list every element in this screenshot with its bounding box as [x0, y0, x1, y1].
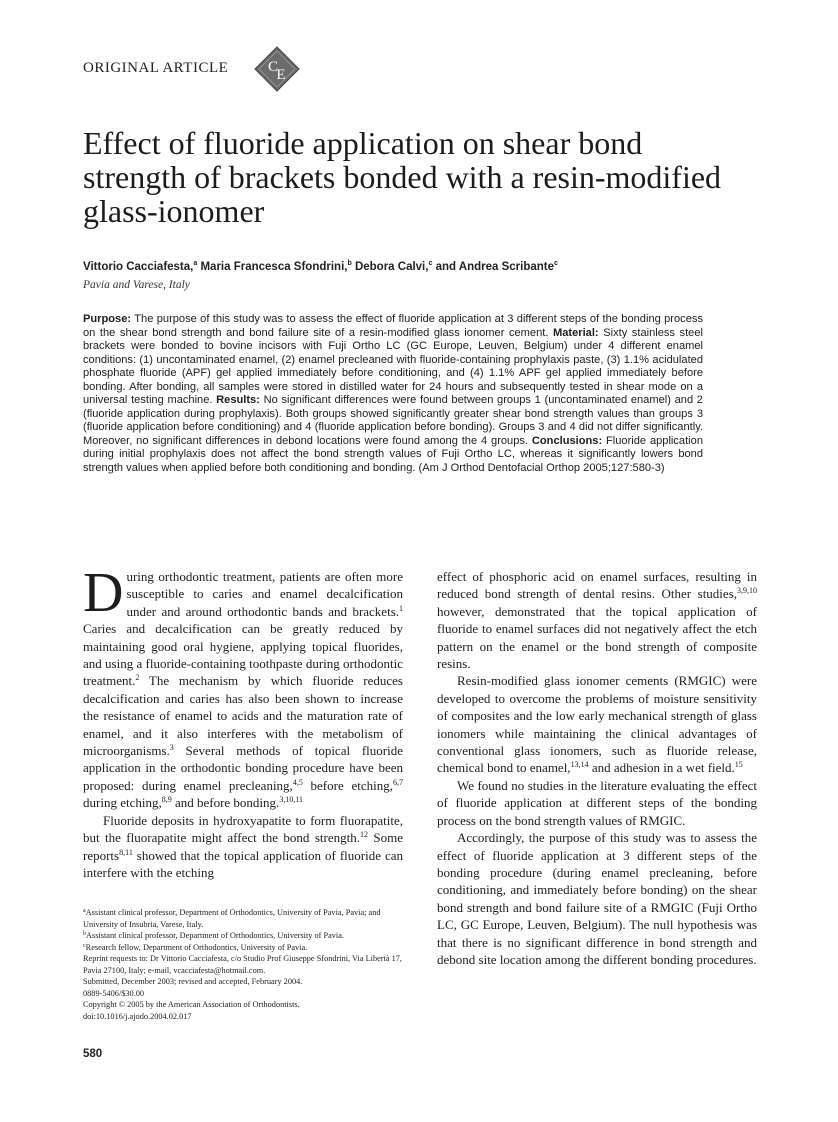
- abstract-material-label: Material:: [553, 326, 599, 339]
- article-title: Effect of fluoride application on shear bond strength of brackets bonded with a resin-modified glass-ionomer: [83, 125, 722, 229]
- footnote: [83, 907, 405, 930]
- body-text: and adhesion in a wet field.: [588, 760, 735, 776]
- body-text: Resin-modified glass ionomer cements (RMGIC) were developed to overcome the problems of moisture sensitivity of composites and the low early mechanical strength of glass ionomers while maintaining the clinical advantages of conventional glass ionomers, such as fluoride release, chemical bond to enamel,: [437, 673, 757, 776]
- reference-mark: 3: [169, 743, 174, 753]
- body-text: before etching,: [302, 777, 393, 793]
- reference-mark: 8,9: [161, 795, 172, 805]
- body-paragraph: [83, 812, 403, 882]
- body-column-right: [437, 568, 757, 968]
- doi: doi:10.1016/j.ajodo.2004.02.017: [83, 1011, 192, 1021]
- body-text: uring orthodontic treatment, patients are often more susceptible to caries and enamel decalcification under and around orthodontic bands and brackets.: [126, 569, 403, 619]
- body-paragraph: Accordingly, the purpose of this study was to assess the effect of fluoride application at 3 different steps of the bonding procedure (during enamel precleaning, before conditioning, and immediately before bonding) on the shear bond strength and bond failure site of a RMGIC (Fuji Ortho LC, GC Europe, Leuven, Belgium). The null hypothesis was that there is no significant difference in bond strength and debond site location among the different bonding procedures.: [437, 830, 757, 967]
- abstract-citation: (Am J Orthod Dentofacial Orthop 2005;127:580-3): [418, 462, 665, 475]
- abstract-results: No significant differences were found between groups 1 (uncontaminated enamel) and 2 (fluoride application during prophylaxis). Both groups showed significantly greater shear bond strength values than groups 3 (fluoride application before conditioning) and 4 (fluoride application before bonding). Groups 3 and 4 did not differ significantly. Moreover, no significant differences in debond locations were found among the 4 groups.: [83, 394, 703, 447]
- footnote: [83, 930, 405, 942]
- copyright: Copyright © 2005 by the American Association of Orthodontists.: [83, 1000, 300, 1009]
- body-text: Some reports: [83, 830, 403, 863]
- reference-mark: 12: [359, 830, 368, 840]
- reference-mark: 8,11: [119, 847, 133, 857]
- author-list: [83, 260, 558, 273]
- body-paragraph: [83, 562, 403, 812]
- author-name: Vittorio Cacciafesta,: [83, 261, 194, 273]
- author-name: Debora Calvi,: [354, 261, 429, 273]
- abstract-purpose: The purpose of this study was to assess the effect of fluoride application at 3 different steps of the bonding process on the shear bond strength and bond failure site of a resin-modified glass ionomer cement.: [83, 313, 703, 339]
- body-paragraph: [437, 568, 757, 672]
- reference-mark: 2: [135, 673, 140, 683]
- footnote-mark: b: [83, 931, 86, 937]
- body-column-left: [83, 562, 403, 881]
- footnote-mark: a: [83, 908, 86, 914]
- abstract-conclusions: Fluoride application during initial prophylaxis does not affect the bond strength values of Fuji Ortho LC, whereas it significantly lowers bond strength values when applied before both conditioning and bonding.: [83, 434, 703, 475]
- footnote-text: Assistant clinical professor, Department of Orthodontics, University of Pavia, Pavia; and University of Insubria, Varese, Italy.: [83, 908, 381, 929]
- body-text: Several methods of topical fluoride application in the orthodontic bonding procedure have been proposed: during enamel precleaning,: [83, 743, 403, 793]
- reference-mark: 15: [734, 760, 743, 770]
- body-text: and before bonding.: [171, 795, 280, 811]
- footnote: [83, 942, 405, 954]
- ce-badge-icon: [254, 46, 300, 92]
- abstract: [83, 313, 703, 476]
- abstract-material: Sixty stainless steel brackets were bonded to bovine incisors with Fuji Ortho LC (GC Europe, Leuven, Belgium) under 4 different enamel conditions: (1) uncontaminated enamel, (2) enamel precleaned with fluoride-containing prophylaxis paste, (3) 1.1% acidulated phosphate fluoride (APF) gel applied immediately before conditioning, and (4) 1.1% APF gel applied immediately before bonding. After bonding, all samples were stored in distilled water for 24 hours and subsequently tested in shear mode on a universal testing machine.: [83, 326, 703, 407]
- reference-mark: 13,14: [570, 760, 589, 770]
- body-text: Caries and decalcification can be greatly reduced by maintaining good oral hygiene, applying topical fluorides, and using a fluoride-containing toothpaste during orthodontic treatment.: [83, 621, 403, 689]
- section-label: ORIGINAL ARTICLE: [83, 60, 229, 76]
- body-text: effect of phosphoric acid on enamel surfaces, resulting in reduced bond strength of dental resins. Other studies,: [437, 569, 757, 602]
- body-text: however, demonstrated that the topical application of fluoride to enamel surfaces did not negatively affect the etch pattern on the enamel or the bond strength of composite resins.: [437, 603, 757, 672]
- reference-mark: 3,10,11: [279, 795, 304, 805]
- badge-letter-e: E: [276, 67, 286, 83]
- abstract-purpose-label: Purpose:: [83, 313, 132, 325]
- body-text: showed that the topical application of fluoride can interfere with the etching: [83, 847, 403, 880]
- drop-cap: D: [83, 562, 124, 624]
- body-paragraph: We found no studies in the literature evaluating the effect of fluoride application at different steps of the bonding process on the bond strength values of RMGIC.: [437, 777, 757, 828]
- reprint-request: Reprint requests to: Dr Vittorio Cacciafesta, c/o Studio Prof Giuseppe Sfondrini, Via Libertà 17, Pavia 27100, Italy; e-mail, vcacciafesta@hotmail.com.: [83, 954, 402, 975]
- body-text: The mechanism by which fluoride reduces decalcification and caries has also been shown to increase the resistance of enamel to acids and the maturation rate of enamel, and it also interferes with the metabolism of microorganisms.: [83, 673, 403, 759]
- author-name: Maria Francesca Sfondrini,: [200, 261, 348, 273]
- abstract-conclusions-label: Conclusions:: [531, 434, 603, 447]
- body-text: during etching,: [83, 795, 162, 811]
- footnote-text: Research fellow, Department of Orthodontics, University of Pavia.: [85, 942, 308, 952]
- reference-mark: 1: [399, 603, 403, 613]
- issn: 0889-5406/$30.00: [83, 988, 145, 998]
- reference-mark: 6,7: [392, 777, 403, 787]
- author-affil-mark: a: [193, 260, 198, 267]
- footnote-text: Assistant clinical professor, Department of Orthodontics, University of Pavia.: [86, 931, 344, 940]
- author-affiliation: Pavia and Varese, Italy: [83, 279, 190, 291]
- footnotes: [83, 907, 405, 1022]
- body-paragraph: [437, 672, 757, 776]
- reference-mark: 4,5: [292, 777, 303, 787]
- author-affil-mark: c: [554, 260, 558, 267]
- reference-mark: 3,9,10: [737, 586, 757, 596]
- badge-letter-c: C: [267, 59, 279, 75]
- author-affil-mark: c: [428, 260, 433, 267]
- body-text: Fluoride deposits in hydroxyapatite to form fluorapatite, but the fluorapatite might affect the bond strength.: [83, 812, 403, 846]
- author-affil-mark: b: [347, 260, 352, 267]
- submission-dates: Submitted, December 2003; revised and accepted, February 2004.: [83, 977, 303, 986]
- author-name: and Andrea Scribante: [435, 261, 554, 273]
- abstract-results-label: Results:: [216, 394, 260, 407]
- page-number: 580: [83, 1048, 103, 1060]
- footnote-mark: c: [83, 942, 86, 949]
